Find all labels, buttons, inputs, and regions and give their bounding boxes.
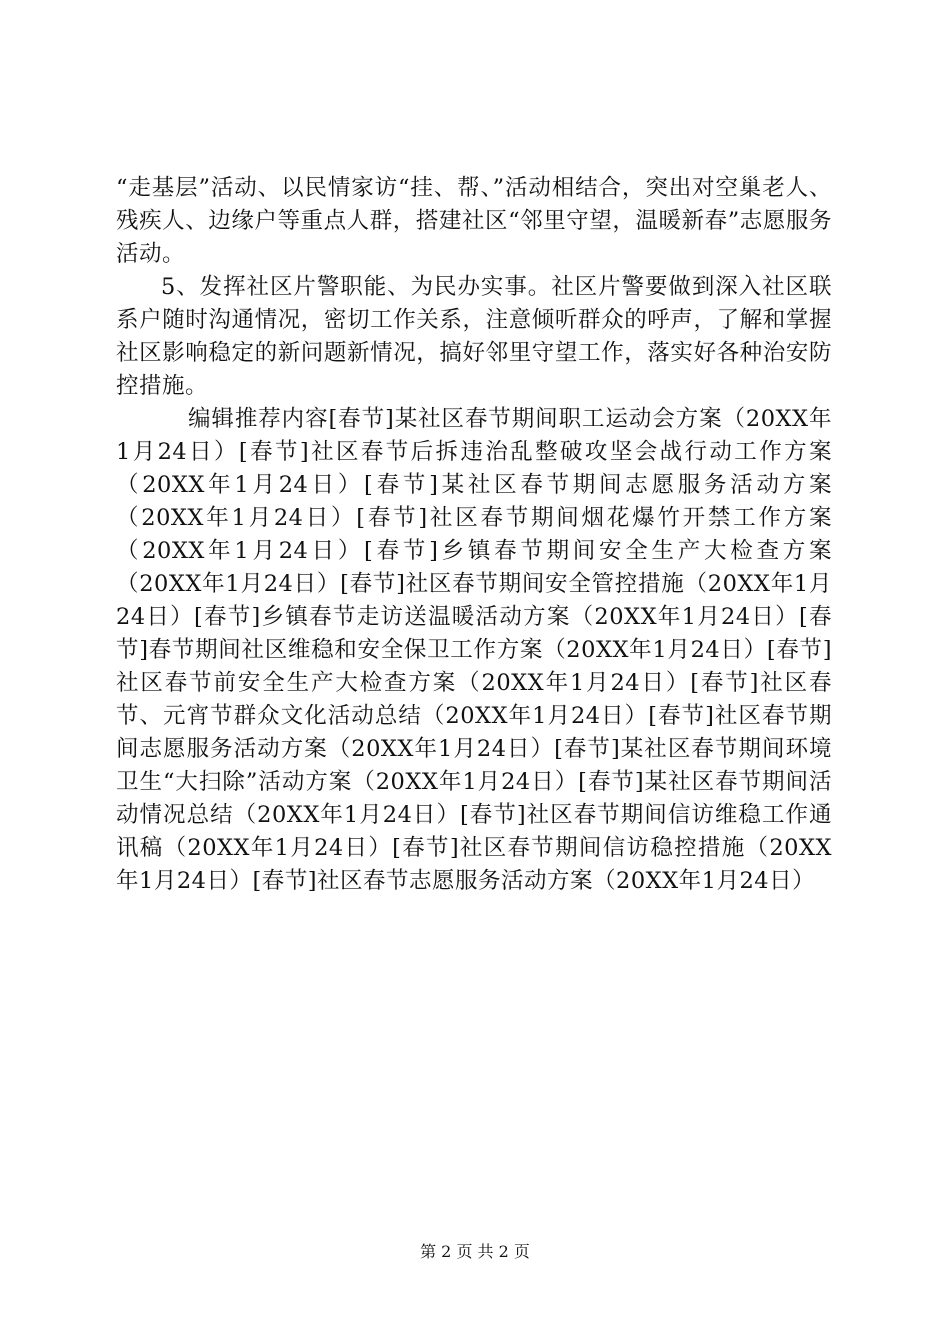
paragraph-continuation: “走基层”活动、以民情家访“挂、帮、”活动相结合，突出对空巢老人、残疾人、边缘户等重点人群，搭建社区“邻里守望，温暖新春”志愿服务活动。 xyxy=(116,175,832,267)
paragraph-item-5: 5、发挥社区片警职能、为民办实事。社区片警要做到深入社区联系户随时沟通情况，密切工作关系，注意倾听群众的呼声，了解和掌握社区影响稳定的新问题新情况，搞好邻里守望工作，落实好各种治安防控措施。 xyxy=(116,274,832,399)
paragraph-recommended-content: 编辑推荐内容[春节]某社区春节期间职工运动会方案（20XX年1月24日）[春节]社区春节后拆违治乱整破攻坚会战行动工作方案（20XX年1月24日）[春节]某社区春节期间志愿服务活动方案（20XX年1月24日）[春节]社区春节期间烟花爆竹开禁工作方案（20XX年1月24日）[春节]乡镇春节期间安全生产大检查方案（20XX年1月24日）[春节]社区春节期间安全管控措施（20XX年1月24日）[春节]乡镇春节走访送温暖活动方案（20XX年1月24日）[春节]春节期间社区维稳和安全保卫工作方案（20XX年1月24日）[春节]社区春节前安全生产大检查方案（20XX年1月24日）[春节]社区春节、元宵节群众文化活动总结（20XX年1月24日）[春节]社区春节期间志愿服务活动方案（20XX年1月24日）[春节]某社区春节期间环境卫生“大扫除”活动方案（20XX年1月24日）[春节]某社区春节期间活动情况总结（20XX年1月24日）[春节]社区春节期间信访维稳工作通讯稿（20XX年1月24日）[春节]社区春节期间信访稳控措施（20XX年1月24日）[春节]社区春节志愿服务活动方案（20XX年1月24日） xyxy=(116,406,832,894)
document-body xyxy=(116,172,832,898)
page-footer: 第 2 页 共 2 页 xyxy=(420,1242,530,1261)
